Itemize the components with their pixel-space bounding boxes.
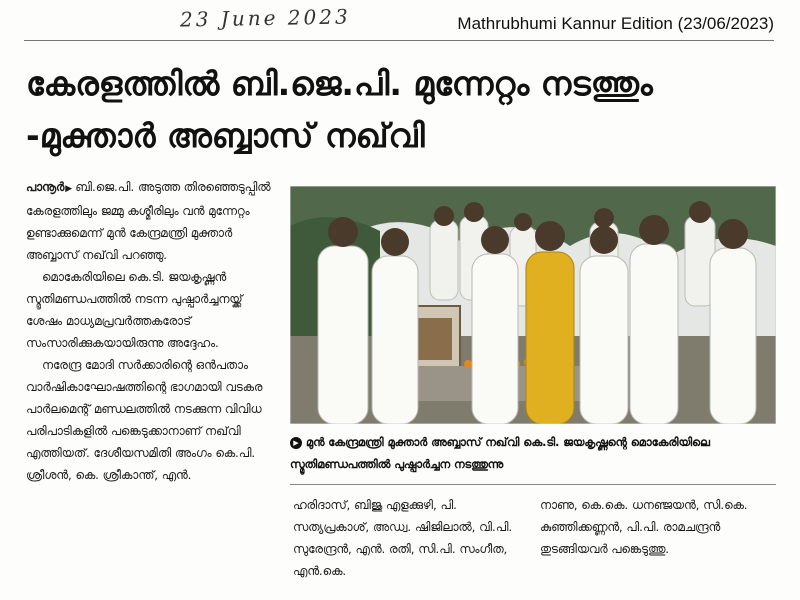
article-body-column-1 bbox=[26, 176, 281, 486]
dateline-arrow-icon: ▶ bbox=[65, 184, 73, 194]
news-photo bbox=[290, 186, 776, 424]
photo-caption-text: മുൻ കേന്ദ്രമന്ത്രി മുക്താർ അബ്ബാസ് നഖ്‌വി കെ.ടി. ജയകൃഷ്ണന്റെ മൊകേരിയിലെ സ്മൃതിമണ്ഡപത്തിൽ പുഷ്പാർച്ചന നടത്തുന്നു bbox=[290, 436, 710, 471]
article-body-column-2 bbox=[293, 494, 533, 582]
column-3-text: നാണു, കെ.കെ. ധനഞ്ജയൻ, സി.കെ. കുഞ്ഞിക്കണ്ണൻ, പി.പി. രാമചന്ദ്രൻ തുടങ്ങിയവർ പങ്കെടുത്തു. bbox=[540, 498, 748, 556]
article-paragraph-1 bbox=[26, 176, 281, 266]
play-icon: ▶ bbox=[290, 437, 302, 449]
photo-caption bbox=[290, 432, 776, 476]
handwritten-date: 23 June 2023 bbox=[179, 4, 351, 32]
header-divider bbox=[24, 40, 774, 41]
article-paragraph-2: മൊകേരിയിലെ കെ.ടി. ജയകൃഷ്ണൻ സ്മൃതിമണ്ഡപത്തിൽ നടന്ന പുഷ്പാർച്ചനയ്ക്ക് ശേഷം മാധ്യമപ്രവർത്തകരോട് സംസാരിക്കുകയായിരുന്നു അദ്ദേഹം. bbox=[26, 270, 243, 350]
caption-divider bbox=[290, 484, 776, 485]
article-body-column-3 bbox=[540, 494, 778, 560]
headline: കേരളത്തിൽ ബി.ജെ.പി. മുന്നേറ്റം നടത്തും -മുക്താർ അബ്ബാസ് നഖ്‌വി bbox=[26, 64, 653, 155]
article-paragraph-3: നരേന്ദ്ര മോദി സർക്കാരിന്റെ ഒൻപതാം വാർഷികാഘോഷത്തിന്റെ ഭാഗമായി വടകര പാർലമെന്റ് മണ്ഡലത്തിൽ നടക്കുന്ന വിവിധ പരിപാടികളിൽ പങ്കെടുക്കാനാണ് നഖ്‌വി എത്തിയത്. ദേശീയസമിതി അംഗം കെ.പി. ശ്രീശൻ, കെ. ശ്രീകാന്ത്, എൻ. bbox=[26, 358, 263, 482]
paragraph-1-text: ബി.ജെ.പി. അടുത്ത തിരഞ്ഞെടുപ്പിൽ കേരളത്തിലും ജമ്മു കശ്മീരിലും വൻ മുന്നേറ്റം ഉണ്ടാക്കുമെന്ന് മുൻ കേന്ദ്രമന്ത്രി മുക്താർ അബ്ബാസ് നഖ്‌വി പറഞ്ഞു. bbox=[26, 180, 271, 262]
dateline: പാനൂർ bbox=[26, 180, 65, 194]
edition-caption: Mathrubhumi Kannur Edition (23/06/2023) bbox=[457, 14, 774, 33]
column-2-text: ഹരിദാസ്, ബിജു എളക്കുഴി, പി. സത്യപ്രകാശ്, അഡ്വ. ഷിജിലാൽ, വി.പി. സുരേന്ദ്രൻ, എൻ. രതി, സി.പി. സംഗീത, എൻ.കെ. bbox=[293, 498, 513, 578]
news-photo-illustration bbox=[290, 186, 776, 424]
